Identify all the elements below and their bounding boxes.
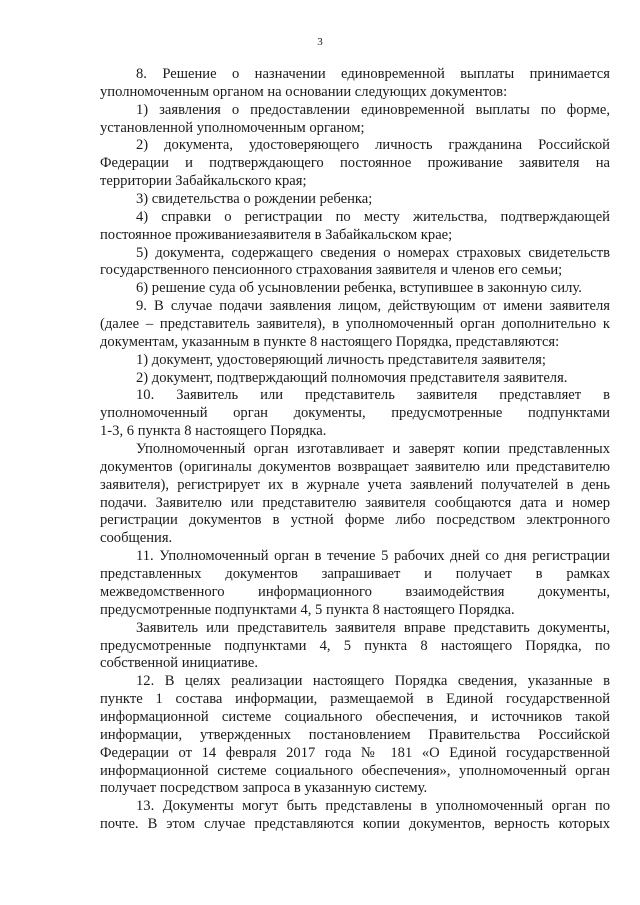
text-line: информации, утвержденных постановлением Правительства Российской <box>100 726 610 743</box>
text-line: 6) решение суда об усыновлении ребенка, вступившее в законную силу. <box>136 280 582 297</box>
text-line: Федерации и подтверждающего постоянное проживание заявителя на <box>100 155 610 172</box>
text-line: документов (оригиналы документов возвращает заявителю или представителю <box>100 458 610 475</box>
text-line: получает посредством запроса в указанную систему. <box>100 780 428 797</box>
text-line: заявителя), регистрирует их в журнале учета заявлений получателей в день <box>100 476 610 493</box>
text-line: сообщения. <box>100 530 173 547</box>
text-line: постоянное проживаниезаявителя в Забайкальском крае; <box>100 226 453 243</box>
text-line: представленных документов запрашивает и получает в рамках <box>100 566 610 583</box>
document-body <box>100 66 610 834</box>
text-line: 11. Уполномоченный орган в течение 5 рабочих дней со дня регистрации <box>136 548 610 565</box>
text-line: 12. В целях реализации настоящего Порядка сведения, указанные в <box>136 673 610 690</box>
page-number: 3 <box>317 36 323 48</box>
text-line: предусмотренные подпунктами 4, 5 пункта 8 настоящего Порядка. <box>100 601 515 618</box>
text-line: межведомственного информационного взаимодействия документы, <box>100 583 610 600</box>
text-line: собственной инициативе. <box>100 655 258 672</box>
text-line: 2) документ, подтверждающий полномочия представителя заявителя. <box>136 369 568 386</box>
text-line: пункте 1 состава информации, размещаемой в Единой государственной <box>100 691 610 708</box>
text-line: 10. Заявитель или представитель заявителя представляет в <box>136 387 610 404</box>
text-line: Уполномоченный орган изготавливает и заверят копии представленных <box>136 441 610 458</box>
text-line: 2) документа, удостоверяющего личность гражданина Российской <box>136 137 610 154</box>
text-line: 8. Решение о назначении единовременной выплаты принимается <box>136 66 610 82</box>
text-line: 5) документа, содержащего сведения о номерах страховых свидетельств <box>136 244 610 261</box>
text-line: (далее – представитель заявителя), в уполномоченный орган дополнительно к <box>100 316 610 333</box>
text-line: уполномоченный орган документы, предусмотренные подпунктами <box>100 405 610 422</box>
text-line: установленной уполномоченным органом; <box>100 119 365 136</box>
text-line: 13. Документы могут быть представлены в уполномоченный орган по <box>136 798 610 815</box>
text-line: государственного пенсионного страхования заявителя и членов его семьи; <box>100 262 563 279</box>
text-line: Заявитель или представитель заявителя вправе представить документы, <box>136 619 610 636</box>
text-line: информационной системе социального обеспечения», уполномоченный орган <box>100 762 610 779</box>
text-line: 1) заявления о предоставлении единовременной выплаты по форме, <box>136 101 610 118</box>
text-line: информационной системе социального обеспечения, и источников такой <box>100 708 610 725</box>
text-line: регистрации документов в устной форме либо посредством электронного <box>100 512 610 529</box>
text-line: территории Забайкальского края; <box>100 173 307 190</box>
text-line: подачи. Заявителю или представителю заявителя сообщаются дата и номер <box>100 494 610 511</box>
text-line: Федерации от 14 февраля 2017 года № 181 «О Единой государственной <box>100 744 610 761</box>
text-line: 1) документ, удостоверяющий личность представителя заявителя; <box>136 351 546 368</box>
text-line: 4) справки о регистрации по месту жительства, подтверждающей <box>136 208 610 225</box>
text-line: почте. В этом случае представляются копии документов, верность которых <box>100 816 610 833</box>
text-line: 1-3, 6 пункта 8 настоящего Порядка. <box>100 423 327 440</box>
text-line: уполномоченным органом на основании следующих документов: <box>100 83 508 100</box>
text-line: 3) свидетельства о рождении ребенка; <box>136 191 373 208</box>
text-line: 9. В случае подачи заявления лицом, действующим от имени заявителя <box>136 298 610 315</box>
text-line: документам, указанным в пункте 8 настоящего Порядка, представляются: <box>100 333 560 350</box>
text-line: предусмотренные подпунктами 4, 5 пункта 8 настоящего Порядка, по <box>100 637 610 654</box>
